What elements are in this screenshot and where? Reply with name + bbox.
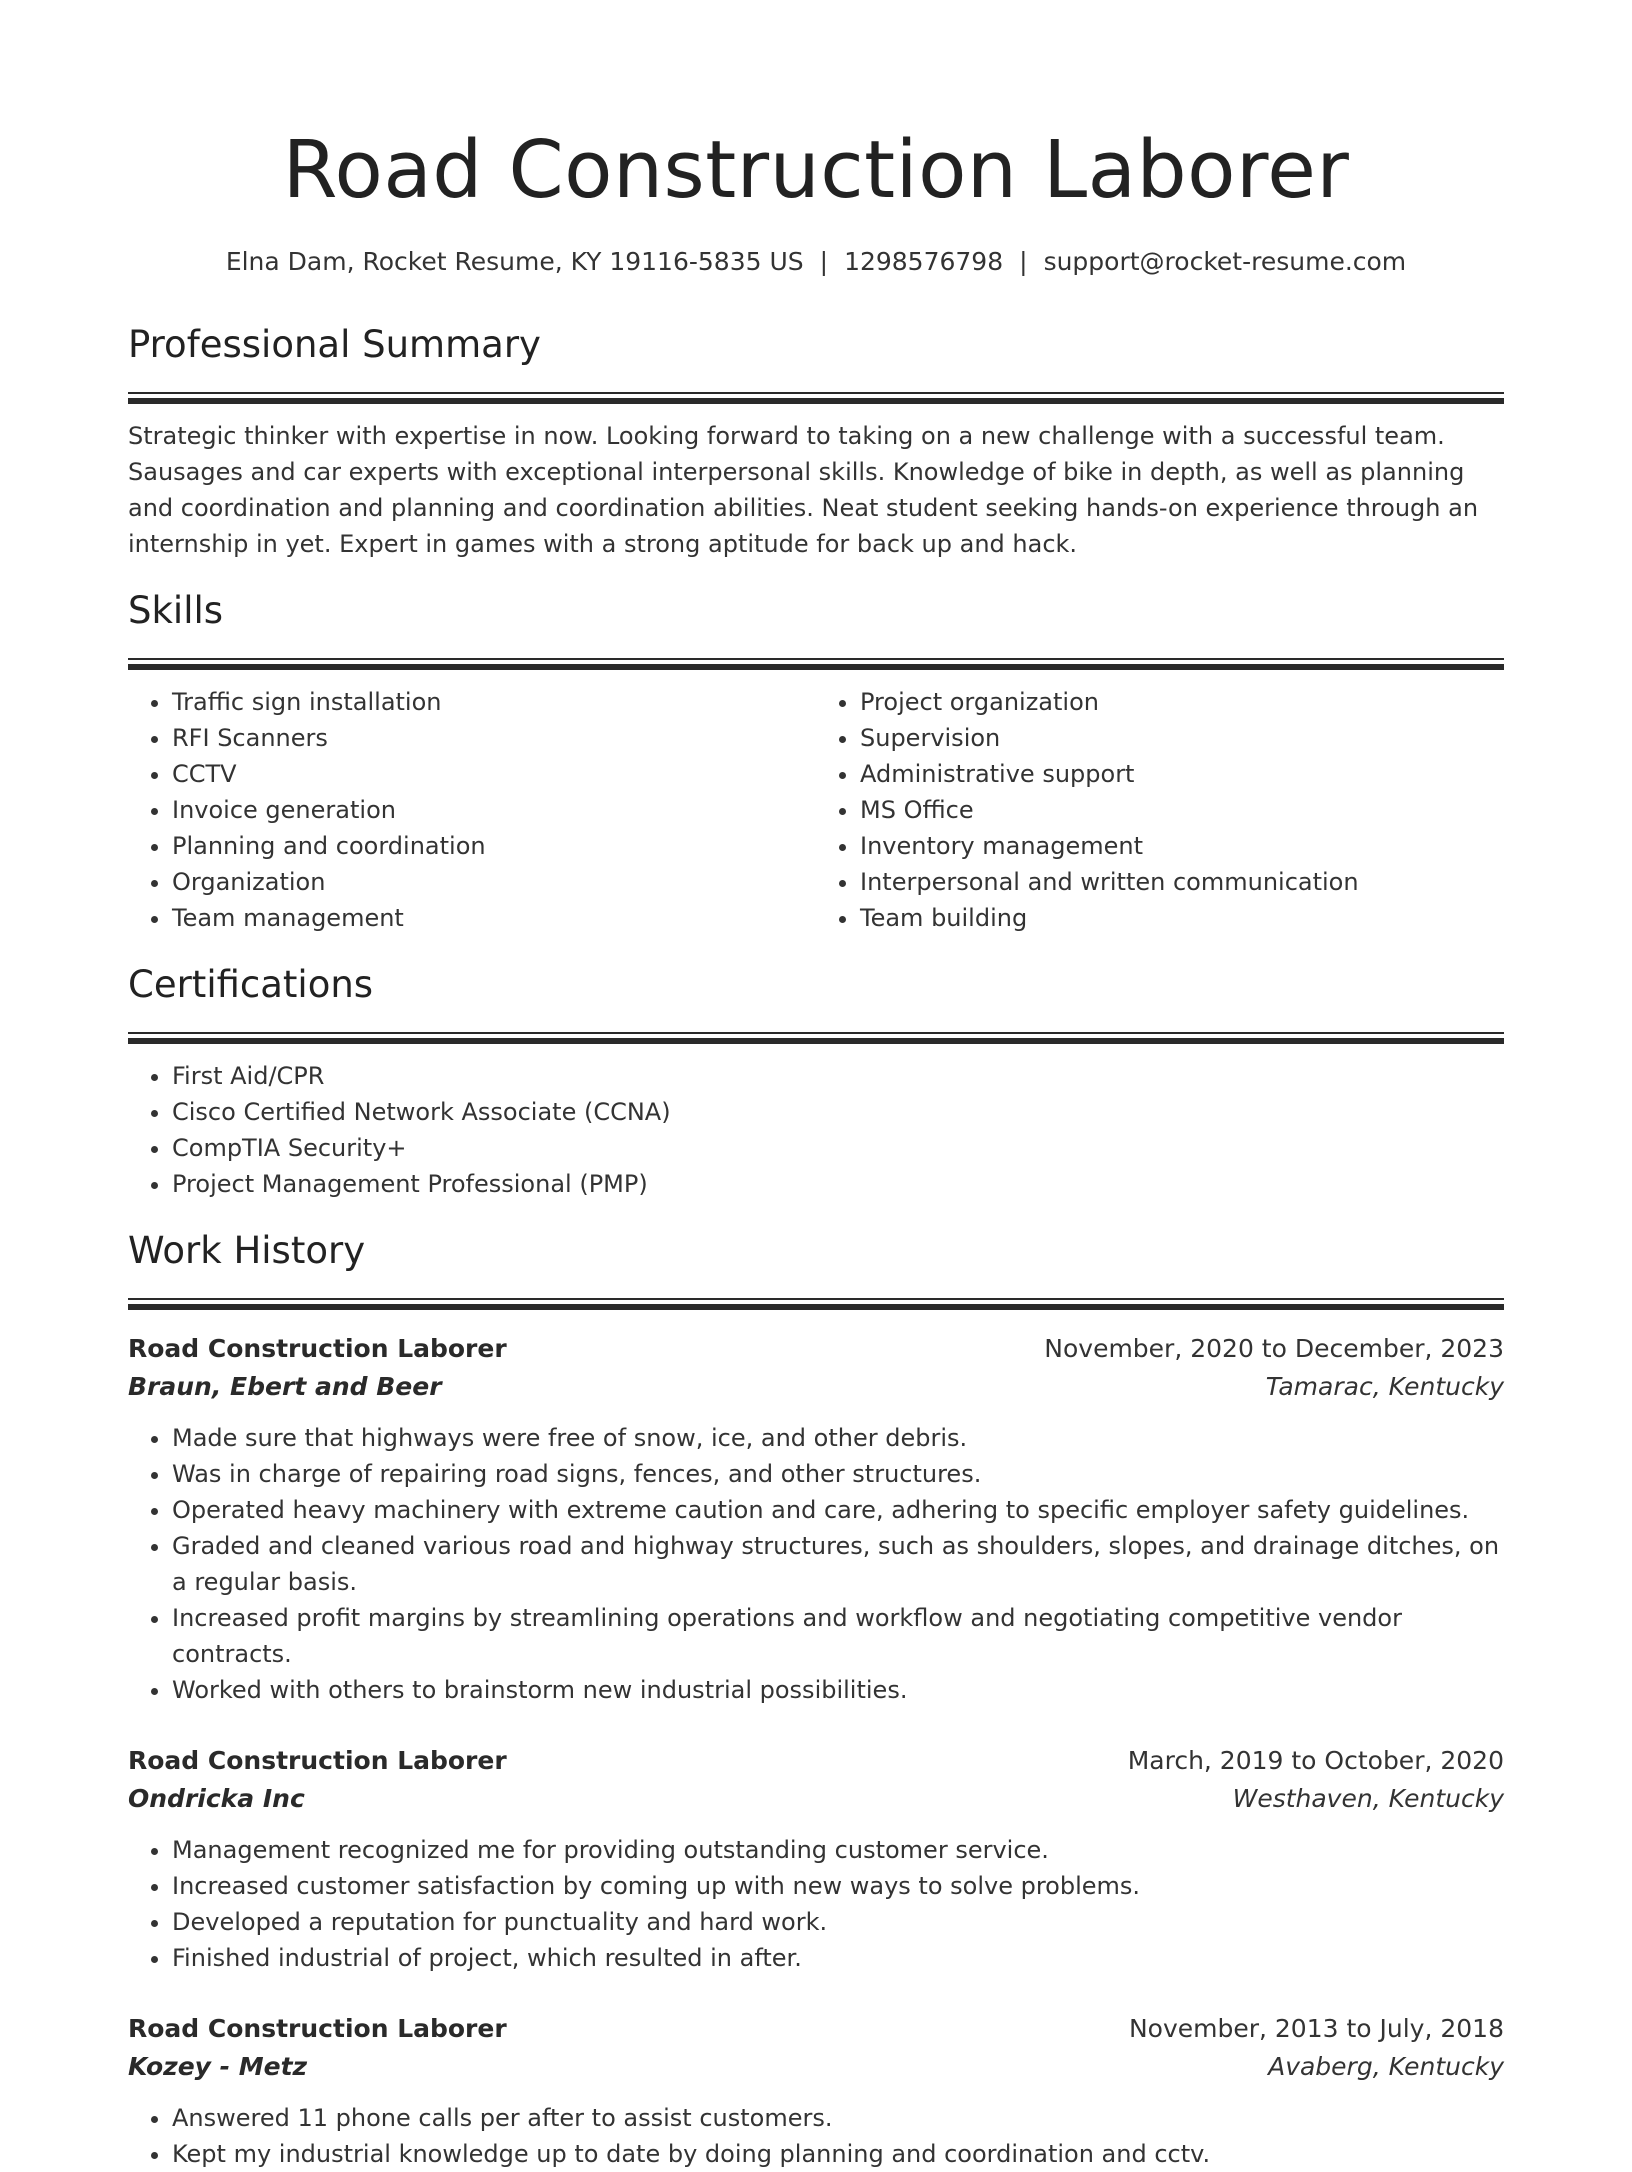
job-bullet: • Operated heavy machinery with extreme caution and care, adhering to specific employer safety guidelines.: [172, 1492, 1504, 1528]
skill-item: • CCTV: [172, 756, 816, 792]
job-company-row: [128, 1780, 1504, 1818]
section-heading-skills: Skills: [128, 589, 224, 632]
summary-section: [128, 320, 1504, 562]
job-location: Avaberg, Kentucky: [1268, 2052, 1504, 2081]
resume-title: Road Construction Laborer: [282, 124, 1350, 216]
contact-separator: |: [819, 247, 829, 276]
job-entry: [128, 2010, 1504, 2172]
skill-item: • Planning and coordination: [172, 828, 816, 864]
job-entry: [128, 1742, 1504, 1976]
job-header-row: [128, 1330, 1504, 1368]
contact-phone: 1298576798: [844, 247, 1004, 276]
section-divider: [128, 658, 1504, 670]
section-divider: [128, 1032, 1504, 1044]
skill-item: • Administrative support: [860, 756, 1504, 792]
contact-address: Elna Dam, Rocket Resume, KY 19116-5835 US: [225, 247, 804, 276]
job-bullet: • Finished industrial of project, which resulted in after.: [172, 1940, 1504, 1976]
skill-item: • Traffic sign installation: [172, 684, 816, 720]
certifications-section: [128, 960, 1504, 1202]
job-dates: March, 2019 to October, 2020: [1127, 1746, 1504, 1775]
skill-item: • MS Office: [860, 792, 1504, 828]
skills-grid: [128, 684, 1504, 936]
job-entry: [128, 1330, 1504, 1708]
job-company: Ondricka Inc: [128, 1784, 305, 1813]
job-bullets: [128, 2100, 1504, 2172]
skill-item: • Supervision: [860, 720, 1504, 756]
job-title: Road Construction Laborer: [128, 1746, 507, 1775]
skills-list-right: [816, 684, 1504, 936]
section-heading-work-history: Work History: [128, 1229, 366, 1272]
job-bullet: • Worked with others to brainstorm new industrial possibilities.: [172, 1672, 1504, 1708]
job-bullet: • Made sure that highways were free of snow, ice, and other debris.: [172, 1420, 1504, 1456]
contact-email: support@rocket-resume.com: [1043, 247, 1407, 276]
job-header-row: [128, 2010, 1504, 2048]
skill-item: • RFI Scanners: [172, 720, 816, 756]
certification-item: • Project Management Professional (PMP): [172, 1166, 1504, 1202]
section-divider: [128, 392, 1504, 404]
job-location: Tamarac, Kentucky: [1265, 1372, 1504, 1401]
certification-item: • Cisco Certified Network Associate (CCNA): [172, 1094, 1504, 1130]
job-bullets: [128, 1420, 1504, 1708]
job-bullet: • Was in charge of repairing road signs, fences, and other structures.: [172, 1456, 1504, 1492]
work-history-section: [128, 1226, 1504, 2172]
skill-item: • Team building: [860, 900, 1504, 936]
job-company-row: [128, 2048, 1504, 2086]
job-title: Road Construction Laborer: [128, 1334, 507, 1363]
skill-item: • Inventory management: [860, 828, 1504, 864]
skills-section: [128, 586, 1504, 936]
job-dates: November, 2020 to December, 2023: [1044, 1334, 1504, 1363]
job-company: Kozey - Metz: [128, 2052, 308, 2081]
skill-item: • Team management: [172, 900, 816, 936]
skill-item: • Organization: [172, 864, 816, 900]
job-bullet: • Answered 11 phone calls per after to assist customers.: [172, 2100, 1504, 2136]
skill-item: • Interpersonal and written communication: [860, 864, 1504, 900]
skills-list-left: [128, 684, 816, 936]
job-bullets: [128, 1832, 1504, 1976]
job-header-row: [128, 1742, 1504, 1780]
contact-separator: |: [1019, 247, 1028, 276]
section-heading-summary: Professional Summary: [128, 323, 541, 366]
job-bullet: • Management recognized me for providing outstanding customer service.: [172, 1832, 1504, 1868]
job-company-row: [128, 1368, 1504, 1406]
certification-item: • CompTIA Security+: [172, 1130, 1504, 1166]
certifications-list: [128, 1058, 1504, 1202]
job-title: Road Construction Laborer: [128, 2014, 507, 2043]
job-company: Braun, Ebert and Beer: [128, 1372, 442, 1401]
job-bullet: • Increased customer satisfaction by coming up with new ways to solve problems.: [172, 1868, 1504, 1904]
job-bullet: • Developed a reputation for punctuality and hard work.: [172, 1904, 1504, 1940]
summary-text: Strategic thinker with expertise in now. Looking forward to taking on a new challenge with a successful team. Sausages and car experts with exceptional interpersonal skills. Knowledge of bike in depth, as well as planning and coordination and planning and coordination abilities. Neat student seeking hands-on experience through an internship in yet. Expert in games with a strong aptitude for back up and hack.: [128, 422, 1479, 558]
job-bullet: • Graded and cleaned various road and highway structures, such as shoulders, slopes, and drainage ditches, on a regular basis.: [172, 1528, 1504, 1600]
skill-item: • Invoice generation: [172, 792, 816, 828]
contact-line: [128, 244, 1504, 280]
job-bullet: • Increased profit margins by streamlining operations and workflow and negotiating competitive vendor contracts.: [172, 1600, 1504, 1672]
job-location: Westhaven, Kentucky: [1232, 1784, 1504, 1813]
job-bullet: • Kept my industrial knowledge up to date by doing planning and coordination and cctv.: [172, 2136, 1504, 2172]
section-divider: [128, 1298, 1504, 1310]
section-heading-certifications: Certifications: [128, 963, 374, 1006]
job-dates: November, 2013 to July, 2018: [1128, 2014, 1504, 2043]
skill-item: • Project organization: [860, 684, 1504, 720]
certification-item: • First Aid/CPR: [172, 1058, 1504, 1094]
